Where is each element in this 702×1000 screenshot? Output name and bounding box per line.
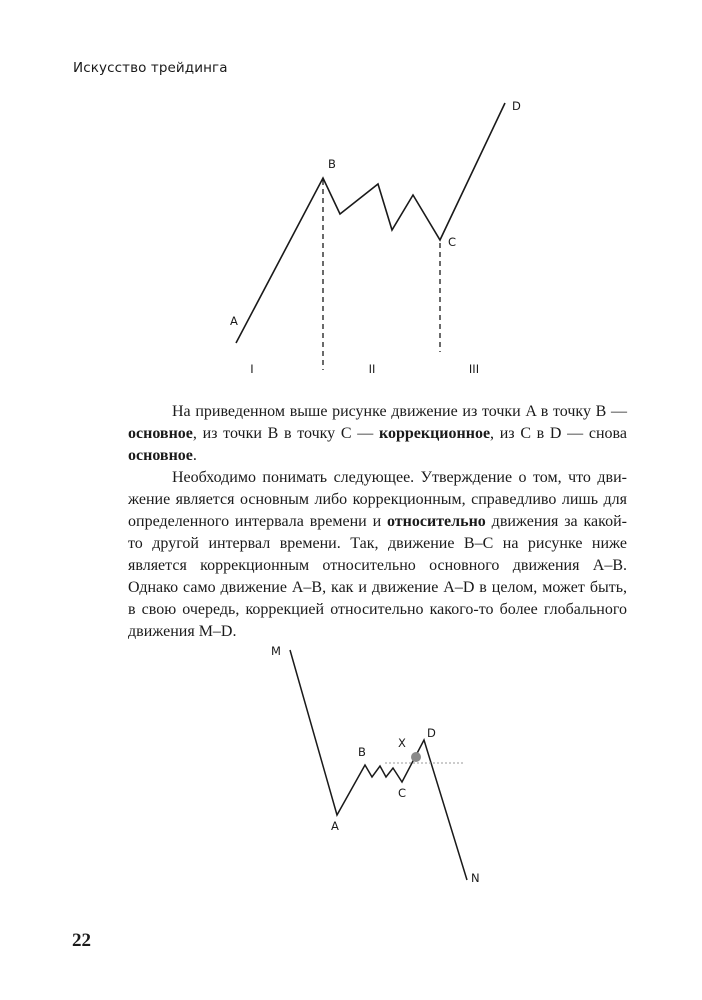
point-label-b: B (328, 157, 336, 171)
paragraph-2-text-2: движения за какой-то другой интервал времени. Так, движение B–C на рисунке ниже является коррекционным относительно основного движения A–B. Однако само движение A–B, как и движение A–D в целом, может быть, в свою очередь, коррекцией относительно какого-то более глобального движения M–D. (128, 513, 628, 640)
point-label-c: C (448, 235, 457, 249)
paragraph-1-text-2: , из точки B в точку C — (192, 425, 379, 442)
point-label-b2: B (358, 745, 366, 759)
price-path-line-2 (290, 650, 467, 880)
paragraph-1-text-3: , из C в D — снова (490, 425, 627, 442)
term-main-2: основное (128, 447, 193, 464)
interval-label-3: III (468, 362, 480, 376)
interval-label-1: I (250, 362, 254, 376)
point-label-a2: A (331, 819, 339, 833)
interval-label-2: II (368, 362, 376, 376)
point-label-d: D (512, 99, 521, 113)
point-label-c2: C (398, 786, 407, 800)
point-label-m: M (271, 644, 281, 658)
point-label-x: X (398, 736, 406, 750)
page-number: 22 (72, 930, 91, 951)
point-label-a: A (230, 314, 238, 328)
term-main-1: основное (128, 425, 193, 442)
paragraph-1-text-1: На приведенном выше рисунке движение из точки A в точку B — (172, 403, 627, 420)
point-label-n: N (471, 871, 480, 885)
paragraph-1-text-4: . (192, 447, 197, 464)
running-head: Искусство трейдинга (73, 60, 228, 76)
breakout-point-marker (411, 752, 421, 762)
paragraph-2-text-1: Необходимо понимать следующее. Утверждение о том, что движение является основным либо коррекционным, справедливо лишь для определенного интервала времени и (128, 469, 627, 530)
point-label-d2: D (427, 726, 436, 740)
term-correction: коррекционное (378, 425, 491, 442)
term-relative: относительно (387, 513, 486, 530)
